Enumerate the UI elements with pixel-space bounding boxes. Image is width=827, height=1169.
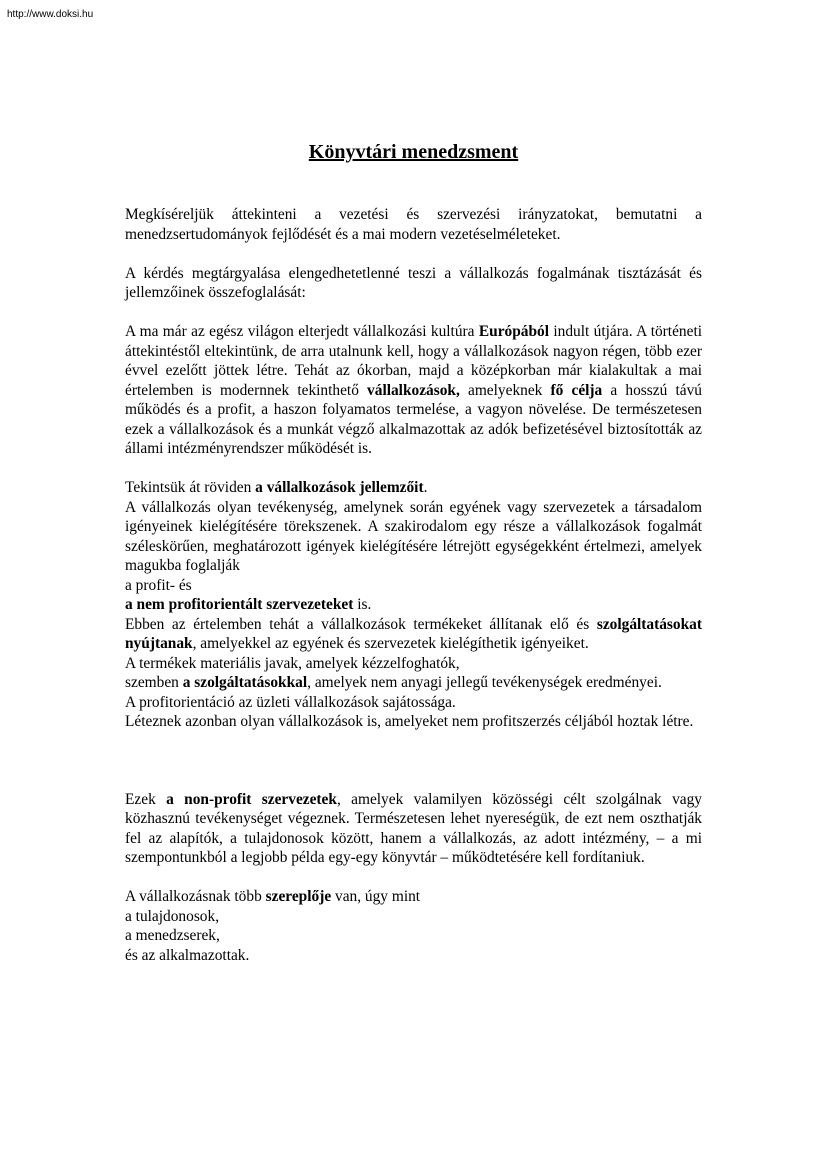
nonprofit-intro-paragraph: Léteznek azonban olyan vállalkozások is, amelyeket nem profitszerzés céljából hoztak létre. <box>125 713 694 730</box>
products-services-paragraph: Ebben az értelemben tehát a vállalkozások termékeket állítanak elő és szolgáltatásokat nyújtanak, amelyekkel az egyének és szervezetek kielégíthetik igényeiket. <box>125 615 702 652</box>
document-body <box>125 205 702 965</box>
source-url[interactable]: http://www.doksi.hu <box>7 9 94 20</box>
services-paragraph: szemben a szolgáltatásokkal, amelyek nem anyagi jellegű tevékenységek eredményei. <box>125 674 662 691</box>
nonprofit-paragraph: Ezek a non-profit szervezetek, amelyek valamilyen közösségi célt szolgálnak vagy közhasznú tevékenységet végeznek. Természetesen lehet nyereségük, de ezt nem oszthatják fel az alapítók, a tulajdonosok között, hanem a vállalkozás, az adott intézmény, – a mi szempontunkból a legjobb példa egy-egy könyvtár – működtetésére kell fordítaniuk. <box>125 790 703 866</box>
actors-line: A vállalkozásnak több szereplője van, úgy mint <box>125 888 421 905</box>
products-line: A termékek materiális javak, amelyek kézzelfoghatók, <box>125 654 460 672</box>
history-paragraph: A ma már az egész világon elterjedt vállalkozási kultúra Európából indult útjára. A történeti áttekintéstől eltekintünk, de arra utalnunk kell, hogy a vállalkozások nagyon régen, több ezer évvel ezelőtt jöttek létre. Tehát az ókorban, majd a középkorban már kialakultak a mai értelemben is modernnek tekinthető vállalkozások, amelyeknek fő célja a hosszú távú működés és a profit, a haszon folyamatos termelése, a vagyon növelése. De természetesen ezek a vállalkozások és a munkát végző alkalmazottak az adók befizetésével biztosították az állami intézményrendszer működését is. <box>125 323 702 457</box>
definition-paragraph: A vállalkozás olyan tevékenység, amelynek során egyének vagy szervezetek a társadalom igényeinek kielégítésére törekszenek. A szakirodalom egy része a vállalkozások fogalmát széleskörűen, meghatározott igények kielégítésére létrejött egységekként értelmezi, amelyek magukba foglalják <box>125 498 702 574</box>
page-title: Könyvtári menedzsment <box>308 141 519 163</box>
list-item: a tulajdonosok, <box>125 907 220 925</box>
list-item: a menedzserek, <box>125 927 220 944</box>
question-paragraph: A kérdés megtárgyalása elengedhetetlenné teszi a vállalkozás fogalmának tisztázását és jellemzőinek összefoglalását: <box>125 264 702 301</box>
profit-line: a profit- és <box>125 576 192 594</box>
nonprofit-line: a nem profitorientált szervezeteket is. <box>125 596 372 613</box>
list-item: és az alkalmazottak. <box>125 946 250 964</box>
intro-paragraph: Megkíséreljük áttekinteni a vezetési és szervezési irányzatokat, bemutatni a menedzsertudományok fejlődését és a mai modern vezetéselméleteket. <box>125 206 702 243</box>
features-heading: Tekintsük át röviden a vállalkozások jellemzőit. <box>125 479 428 496</box>
profit-orientation-line: A profitorientáció az üzleti vállalkozások sajátossága. <box>125 693 456 711</box>
